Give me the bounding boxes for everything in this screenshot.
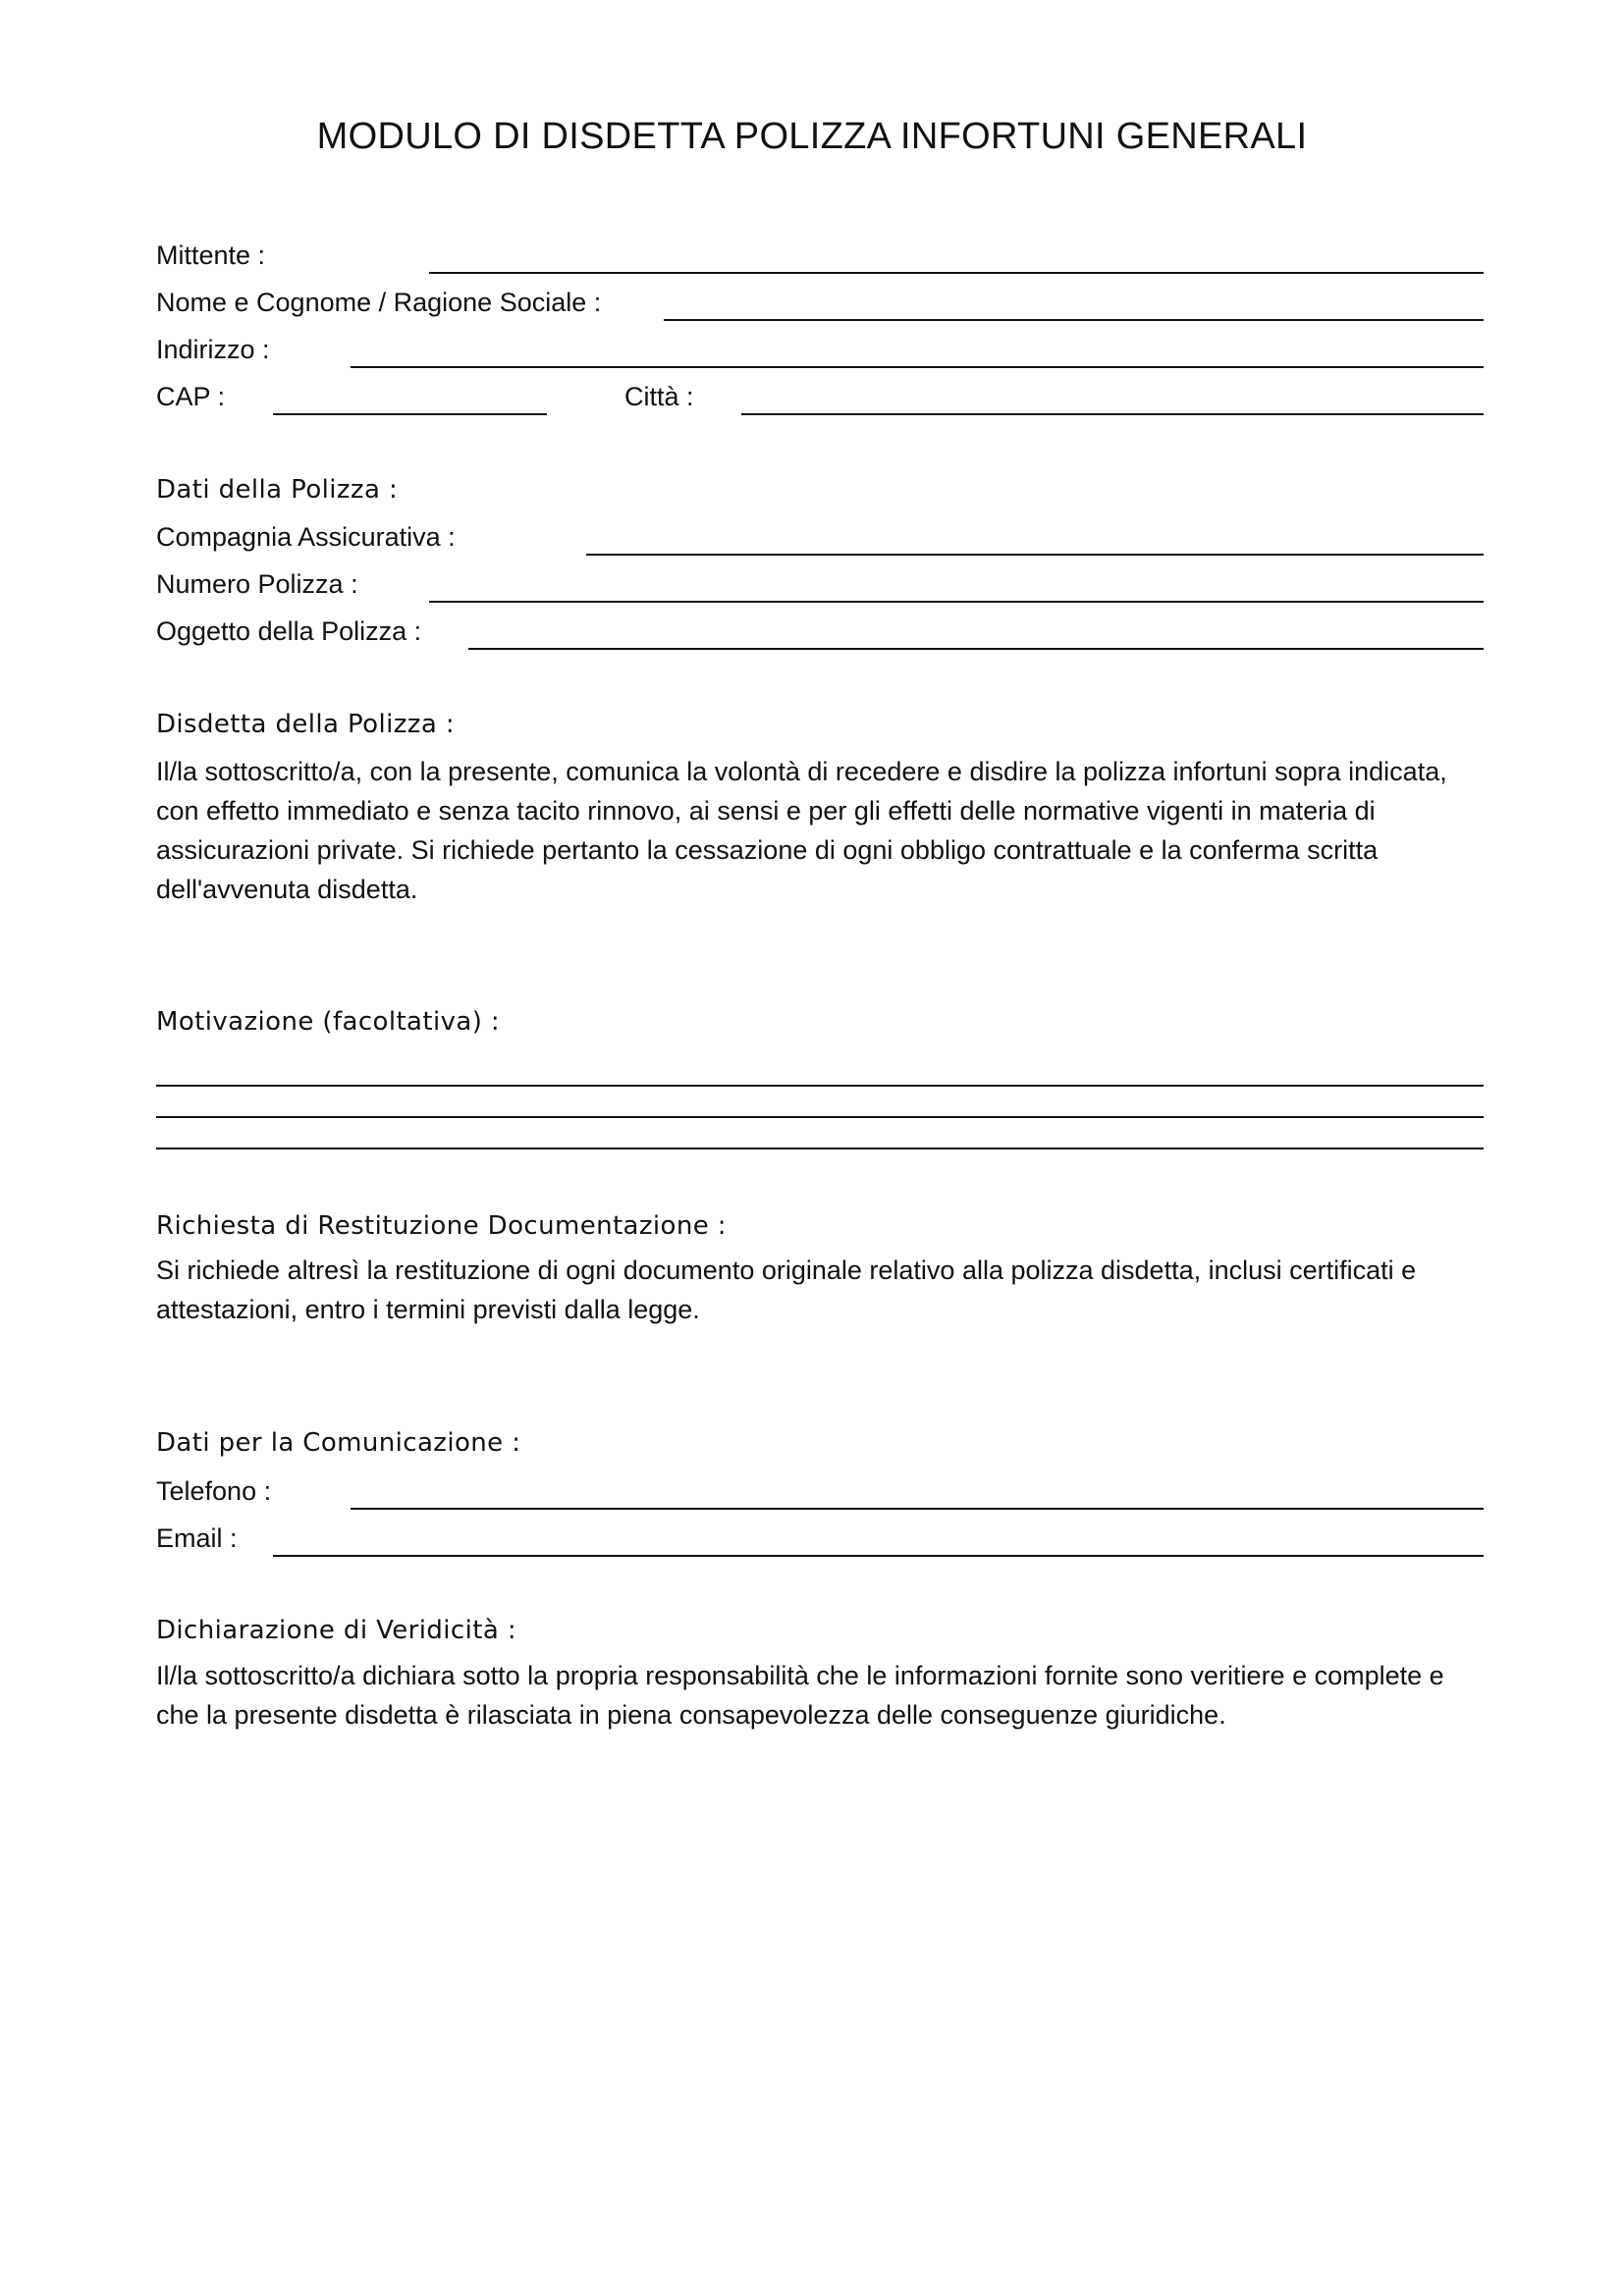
declaration-text: Il/la sottoscritto/a dichiara sotto la propria responsabilità che le informazioni fornite sono veritiere e complete e che la presente disdetta è rilasciata in piena consapevolezza delle conseguenze giuridiche.	[156, 1661, 1444, 1730]
compagnia-field-line[interactable]	[586, 554, 1484, 556]
contact-heading: Dati per la Comunicazione :	[156, 1428, 521, 1458]
numero-label: Numero Polizza :	[156, 569, 358, 599]
documents-text: Si richiede altresì la restituzione di ogni documento originale relativo alla polizza disdetta, inclusi certificati e attestazioni, entro i termini previsti dalla legge.	[156, 1255, 1417, 1324]
oggetto-field-line[interactable]	[468, 648, 1484, 650]
motivation-heading: Motivazione (facoltativa) :	[156, 1007, 501, 1037]
nome-field-line[interactable]	[664, 319, 1484, 321]
cancellation-text: Il/la sottoscritto/a, con la presente, comunica la volontà di recedere e disdire la polizza infortuni sopra indicata, con effetto immediato e senza tacito rinnovo, ai sensi e per gli effetti delle normative vigenti in materia di assicurazioni private. Si richiede pertanto la cessazione di ogni obbligo contrattuale e la conferma scritta dell'avvenuta disdetta.	[156, 757, 1447, 904]
indirizzo-field-line[interactable]	[351, 366, 1484, 368]
declaration-heading: Dichiarazione di Veridicità :	[156, 1616, 516, 1645]
page-title: MODULO DI DISDETTA POLIZZA INFORTUNI GENERALI	[316, 116, 1308, 157]
policy-heading: Dati della Polizza :	[156, 475, 399, 505]
telefono-field-line[interactable]	[351, 1508, 1484, 1510]
documents-heading: Richiesta di Restituzione Documentazione :	[156, 1211, 727, 1241]
compagnia-label: Compagnia Assicurativa :	[156, 522, 456, 552]
mittente-label: Mittente :	[156, 240, 266, 270]
cap-label: CAP :	[156, 382, 226, 411]
cancellation-heading: Disdetta della Polizza :	[156, 710, 455, 739]
indirizzo-label: Indirizzo :	[156, 335, 270, 364]
motivation-line-1[interactable]	[156, 1085, 1484, 1087]
nome-label: Nome e Cognome / Ragione Sociale :	[156, 288, 602, 317]
mittente-field-line[interactable]	[429, 272, 1484, 274]
motivation-line-3[interactable]	[156, 1148, 1484, 1149]
cap-field-line[interactable]	[273, 413, 547, 415]
citta-field-line[interactable]	[741, 413, 1484, 415]
oggetto-label: Oggetto della Polizza :	[156, 616, 422, 646]
email-field-line[interactable]	[273, 1555, 1484, 1557]
email-label: Email :	[156, 1523, 238, 1553]
citta-label: Città :	[624, 382, 694, 411]
telefono-label: Telefono :	[156, 1476, 272, 1506]
motivation-line-2[interactable]	[156, 1116, 1484, 1118]
numero-field-line[interactable]	[429, 601, 1484, 603]
